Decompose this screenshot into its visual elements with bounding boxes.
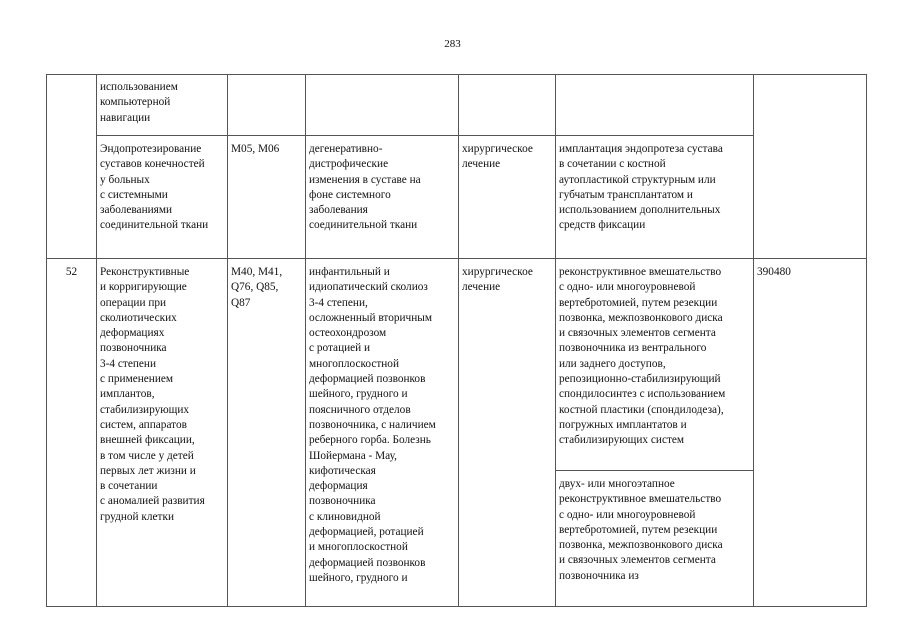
- icd-codes-cell: M40, M41, Q76, Q85, Q87: [228, 259, 306, 607]
- table-row: [47, 136, 867, 259]
- treatment-method-cell: реконструктивное вмешательство с одно- или многоуровневой вертебротомией, путем резекции позвонка, межпозвонкового диска и связочных элементов сегмента позвоночника из вентрального или заднего доступов, репозиционно-стабилизирующий спондилосинтез с использованием костной пластики (спондилодеза), погружных имплантатов и стабилизирующих систем: [556, 259, 754, 471]
- cost-cell: 390480: [754, 259, 867, 607]
- treatment-type-cell: [459, 75, 556, 136]
- cost-cell: [754, 75, 867, 259]
- intervention-name-cell: использованием компьютерной навигации: [97, 75, 228, 136]
- intervention-name-cell: Эндопротезирование суставов конечностей у больных с системными заболеваниями соединительной ткани: [97, 136, 228, 259]
- patient-model-cell: дегенеративно- дистрофические изменения в суставе на фоне системного заболевания соединительной ткани: [306, 136, 459, 259]
- row-number-cell: 52: [47, 259, 97, 607]
- patient-model-cell: инфантильный и идиопатический сколиоз 3-4 степени, осложненный вторичным остеохондрозом с ротацией и многоплоскостной деформацией позвонков шейного, грудного и поясничного отделов позвоночника, с наличием реберного горба. Болезнь Шойермана - Мау, кифотическая деформация позвоночника с клиновидной деформацией, ротацией и многоплоскостной деформацией позвонков шейного, грудного и: [306, 259, 459, 607]
- page-number: 283: [444, 38, 461, 50]
- table-row: [47, 75, 867, 136]
- treatment-method-cell: двух- или многоэтапное реконструктивное вмешательство с одно- или многоуровневой вертебротомией, путем резекции позвонка, межпозвонкового диска и связочных элементов сегмента позвоночника из: [556, 471, 754, 607]
- icd-codes-cell: M05, M06: [228, 136, 306, 259]
- treatment-type-cell: хирургическое лечение: [459, 136, 556, 259]
- intervention-name-cell: Реконструктивные и корригирующие операции при сколиотических деформациях позвоночника 3-4 степени с применением имплантов, стабилизирующих систем, аппаратов внешней фиксации, в том числе у детей первых лет жизни и в сочетании с аномалией развития грудной клетки: [97, 259, 228, 607]
- patient-model-cell: [306, 75, 459, 136]
- medical-care-table: [46, 74, 867, 607]
- icd-codes-cell: [228, 75, 306, 136]
- table-row: [47, 259, 867, 471]
- row-number-cell: [47, 75, 97, 259]
- treatment-method-cell: [556, 75, 754, 136]
- treatment-method-cell: имплантация эндопротеза сустава в сочетании с костной аутопластикой структурным или губчатым трансплантатом и использованием дополнительных средств фиксации: [556, 136, 754, 259]
- treatment-type-cell: хирургическое лечение: [459, 259, 556, 607]
